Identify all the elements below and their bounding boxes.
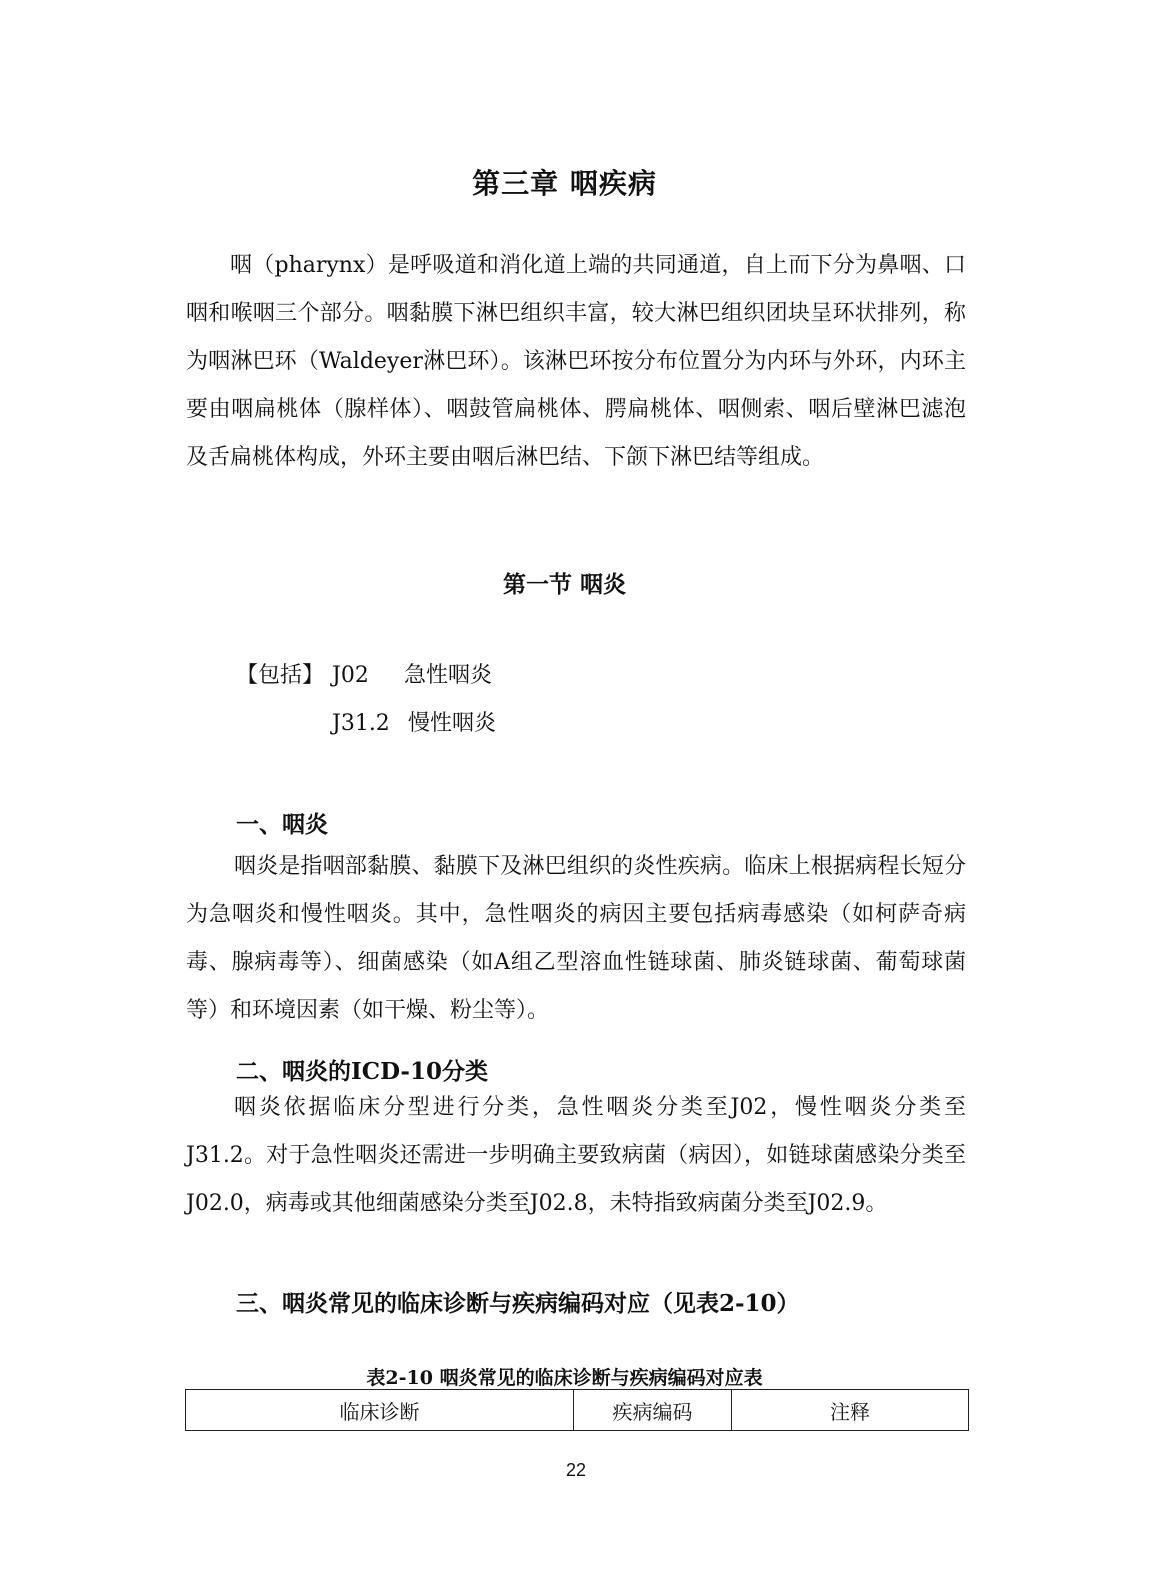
table-header-row — [186, 1390, 969, 1431]
intro-paragraph: 咽（pharynx）是呼吸道和消化道上端的共同通道，自上而下分为鼻咽、口咽和喉咽三个部分。咽黏膜下淋巴组织丰富，较大淋巴组织团块呈环状排列，称为咽淋巴环（Waldeyer淋巴环）。该淋巴环按分布位置分为内环与外环，内环主要由咽扁桃体（腺样体）、咽鼓管扁桃体、腭扁桃体、咽侧索、咽后壁淋巴滤泡及舌扁桃体构成，外环主要由咽后淋巴结、下颌下淋巴结等组成。 — [186, 253, 966, 470]
includes-label: 【包括】 — [236, 663, 325, 688]
include-code: J31.2 — [332, 711, 390, 736]
heading-diagnosis-coding: 三、咽炎常见的临床诊断与疾病编码对应（见表2-10） — [236, 1290, 800, 1317]
column-header: 临床诊断 — [186, 1390, 574, 1431]
table-caption: 表2-10 咽炎常见的临床诊断与疾病编码对应表 — [366, 1367, 763, 1389]
section-title: 第一节 咽炎 — [502, 571, 626, 598]
include-name: 急性咽炎 — [404, 663, 493, 688]
include-name: 慢性咽炎 — [408, 711, 497, 736]
heading-pharyngitis: 一、咽炎 — [236, 811, 328, 838]
diagnosis-code-table — [185, 1389, 969, 1431]
paragraph-pharyngitis: 咽炎是指咽部黏膜、黏膜下及淋巴组织的炎性疾病。临床上根据病程长短分为急咽炎和慢性咽炎。其中，急性咽炎的病因主要包括病毒感染（如柯萨奇病毒、腺病毒等）、细菌感染（如A组乙型溶血性链球菌、肺炎链球菌、葡萄球菌等）和环境因素（如干燥、粉尘等）。 — [186, 854, 966, 1023]
include-code: J02 — [332, 663, 369, 688]
column-header: 注释 — [732, 1390, 969, 1431]
heading-icd10-classification: 二、咽炎的ICD-10分类 — [236, 1058, 488, 1085]
page-number: 22 — [565, 1460, 587, 1480]
chapter-title: 第三章 咽疾病 — [472, 167, 657, 200]
column-header: 疾病编码 — [574, 1390, 732, 1431]
paragraph-icd10-classification: 咽炎依据临床分型进行分类，急性咽炎分类至J02，慢性咽炎分类至J31.2。对于急性咽炎还需进一步明确主要致病菌（病因），如链球菌感染分类至J02.0，病毒或其他细菌感染分类至J02.8，未特指致病菌分类至J02.9。 — [186, 1095, 966, 1216]
